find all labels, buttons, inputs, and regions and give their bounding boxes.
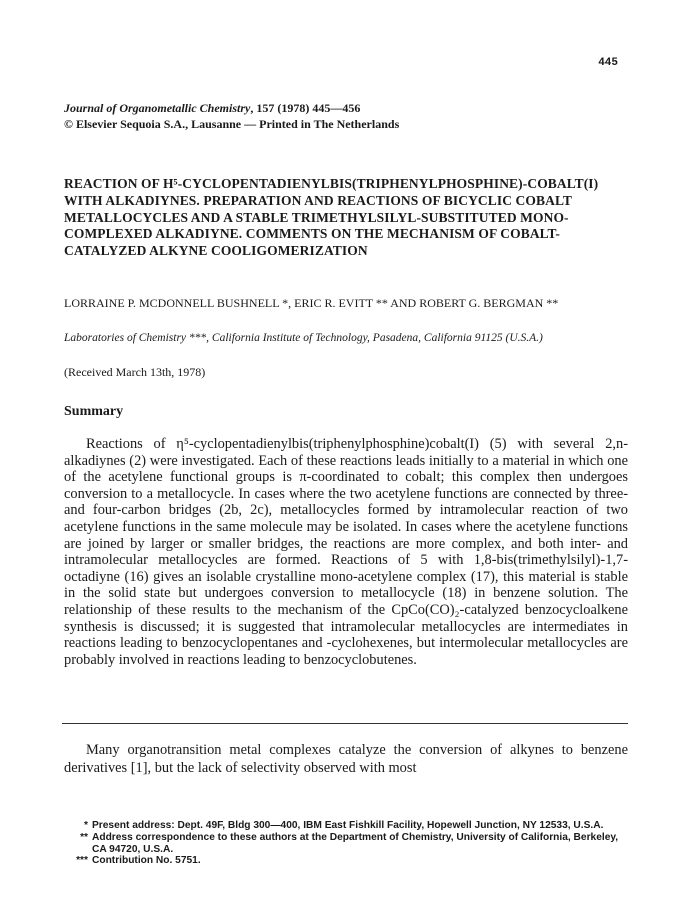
footnote-mark: *** <box>76 855 88 867</box>
footnote-text: Present address: Dept. 49F, Bldg 300—400, IBM East Fishkill Facility, Hopewell Junction, NY 12533, U.S.A. <box>92 820 604 831</box>
journal-name: Journal of Organometallic Chemistry <box>64 101 251 115</box>
journal-line <box>64 100 624 116</box>
summary-heading: Summary <box>64 404 124 419</box>
authors: LORRAINE P. MCDONNELL BUSHNELL *, ERIC R. EVITT ** AND ROBERT G. BERGMAN ** <box>64 296 559 310</box>
footnote-mark: ** <box>80 831 88 843</box>
section-divider <box>62 723 628 724</box>
publisher-line: © Elsevier Sequoia S.A., Lausanne — Printed in The Netherlands <box>64 117 400 131</box>
footnotes <box>64 820 624 867</box>
journal-citation <box>64 100 624 132</box>
intro-paragraph: Many organotransition metal complexes catalyze the conversion of alkynes to benzene derivatives [1], but the lack of selectivity observed with most <box>64 742 628 776</box>
footnote <box>64 832 624 856</box>
footnote <box>64 855 624 867</box>
footnote-text: Contribution No. 5751. <box>92 855 201 867</box>
journal-volume: , 157 (1978) 445—456 <box>250 101 361 115</box>
page-number: 445 <box>598 57 618 69</box>
affiliation: Laboratories of Chemistry ***, California Institute of Technology, Pasadena, California 91125 (U.S.A.) <box>64 332 543 344</box>
article-title: REACTION OF Η⁵-CYCLOPENTADIENYLBIS(TRIPHENYLPHOSPHINE)-COBALT(I) WITH ALKADIYNES. PREPARATION AND REACTIONS OF BICYCLIC COBALT METALLOCYCLES AND A STABLE TRIMETHYLSILYL-SUBSTITUTED MONO-COMPLEXED ALKADIYNE. COMMENTS ON THE MECHANISM OF COBALT-CATALYZED ALKYNE COOLIGOMERIZATION <box>64 176 599 259</box>
footnote-mark: * <box>84 820 88 831</box>
footnote <box>64 820 624 832</box>
footnote-text: Address correspondence to these authors at the Department of Chemistry, University of California, Berkeley, CA 94720, U.S.A. <box>92 831 619 855</box>
abstract-text: Reactions of η⁵-cyclopentadienylbis(triphenylphosphine)cobalt(I) (5) with several 2,n-alkadiynes (2) were investigated. Each of these reactions leads initially to a material in which one of the acetylene functional groups is π-coordinated to cobalt; this complex then undergoes conversion to a metallocycle. In cases where the two acetylene functions are connected by three- and four-carbon bridges (2b, 2c), metallocycles formed by intramolecular reaction of two acetylene functions in the same molecule may be isolated. In cases where the acetylene functions are joined by larger or smaller bridges, the reactions are more complex, and both inter- and intramolecular metallocycles are formed. Reactions of 5 with 1,8-bis(trimethylsilyl)-1,7-octadiyne (16) gives an isolable crystalline mono-acetylene complex (17), this material is stable in the solid state but undergoes conversion to metallocycle (18) in benzene solution. The relationship of these results to the mechanism of the CpCo(CO)₂-catalyzed benzocycloalkene synthesis is discussed; it is suggested that intramolecular metallocycles are intermediates in reactions leading to benzocyclopentanes and -cyclohexenes, but intermolecular metallocycles are probably involved in reactions leading to benzocyclobutenes. <box>64 436 628 668</box>
received-date: (Received March 13th, 1978) <box>64 365 206 379</box>
